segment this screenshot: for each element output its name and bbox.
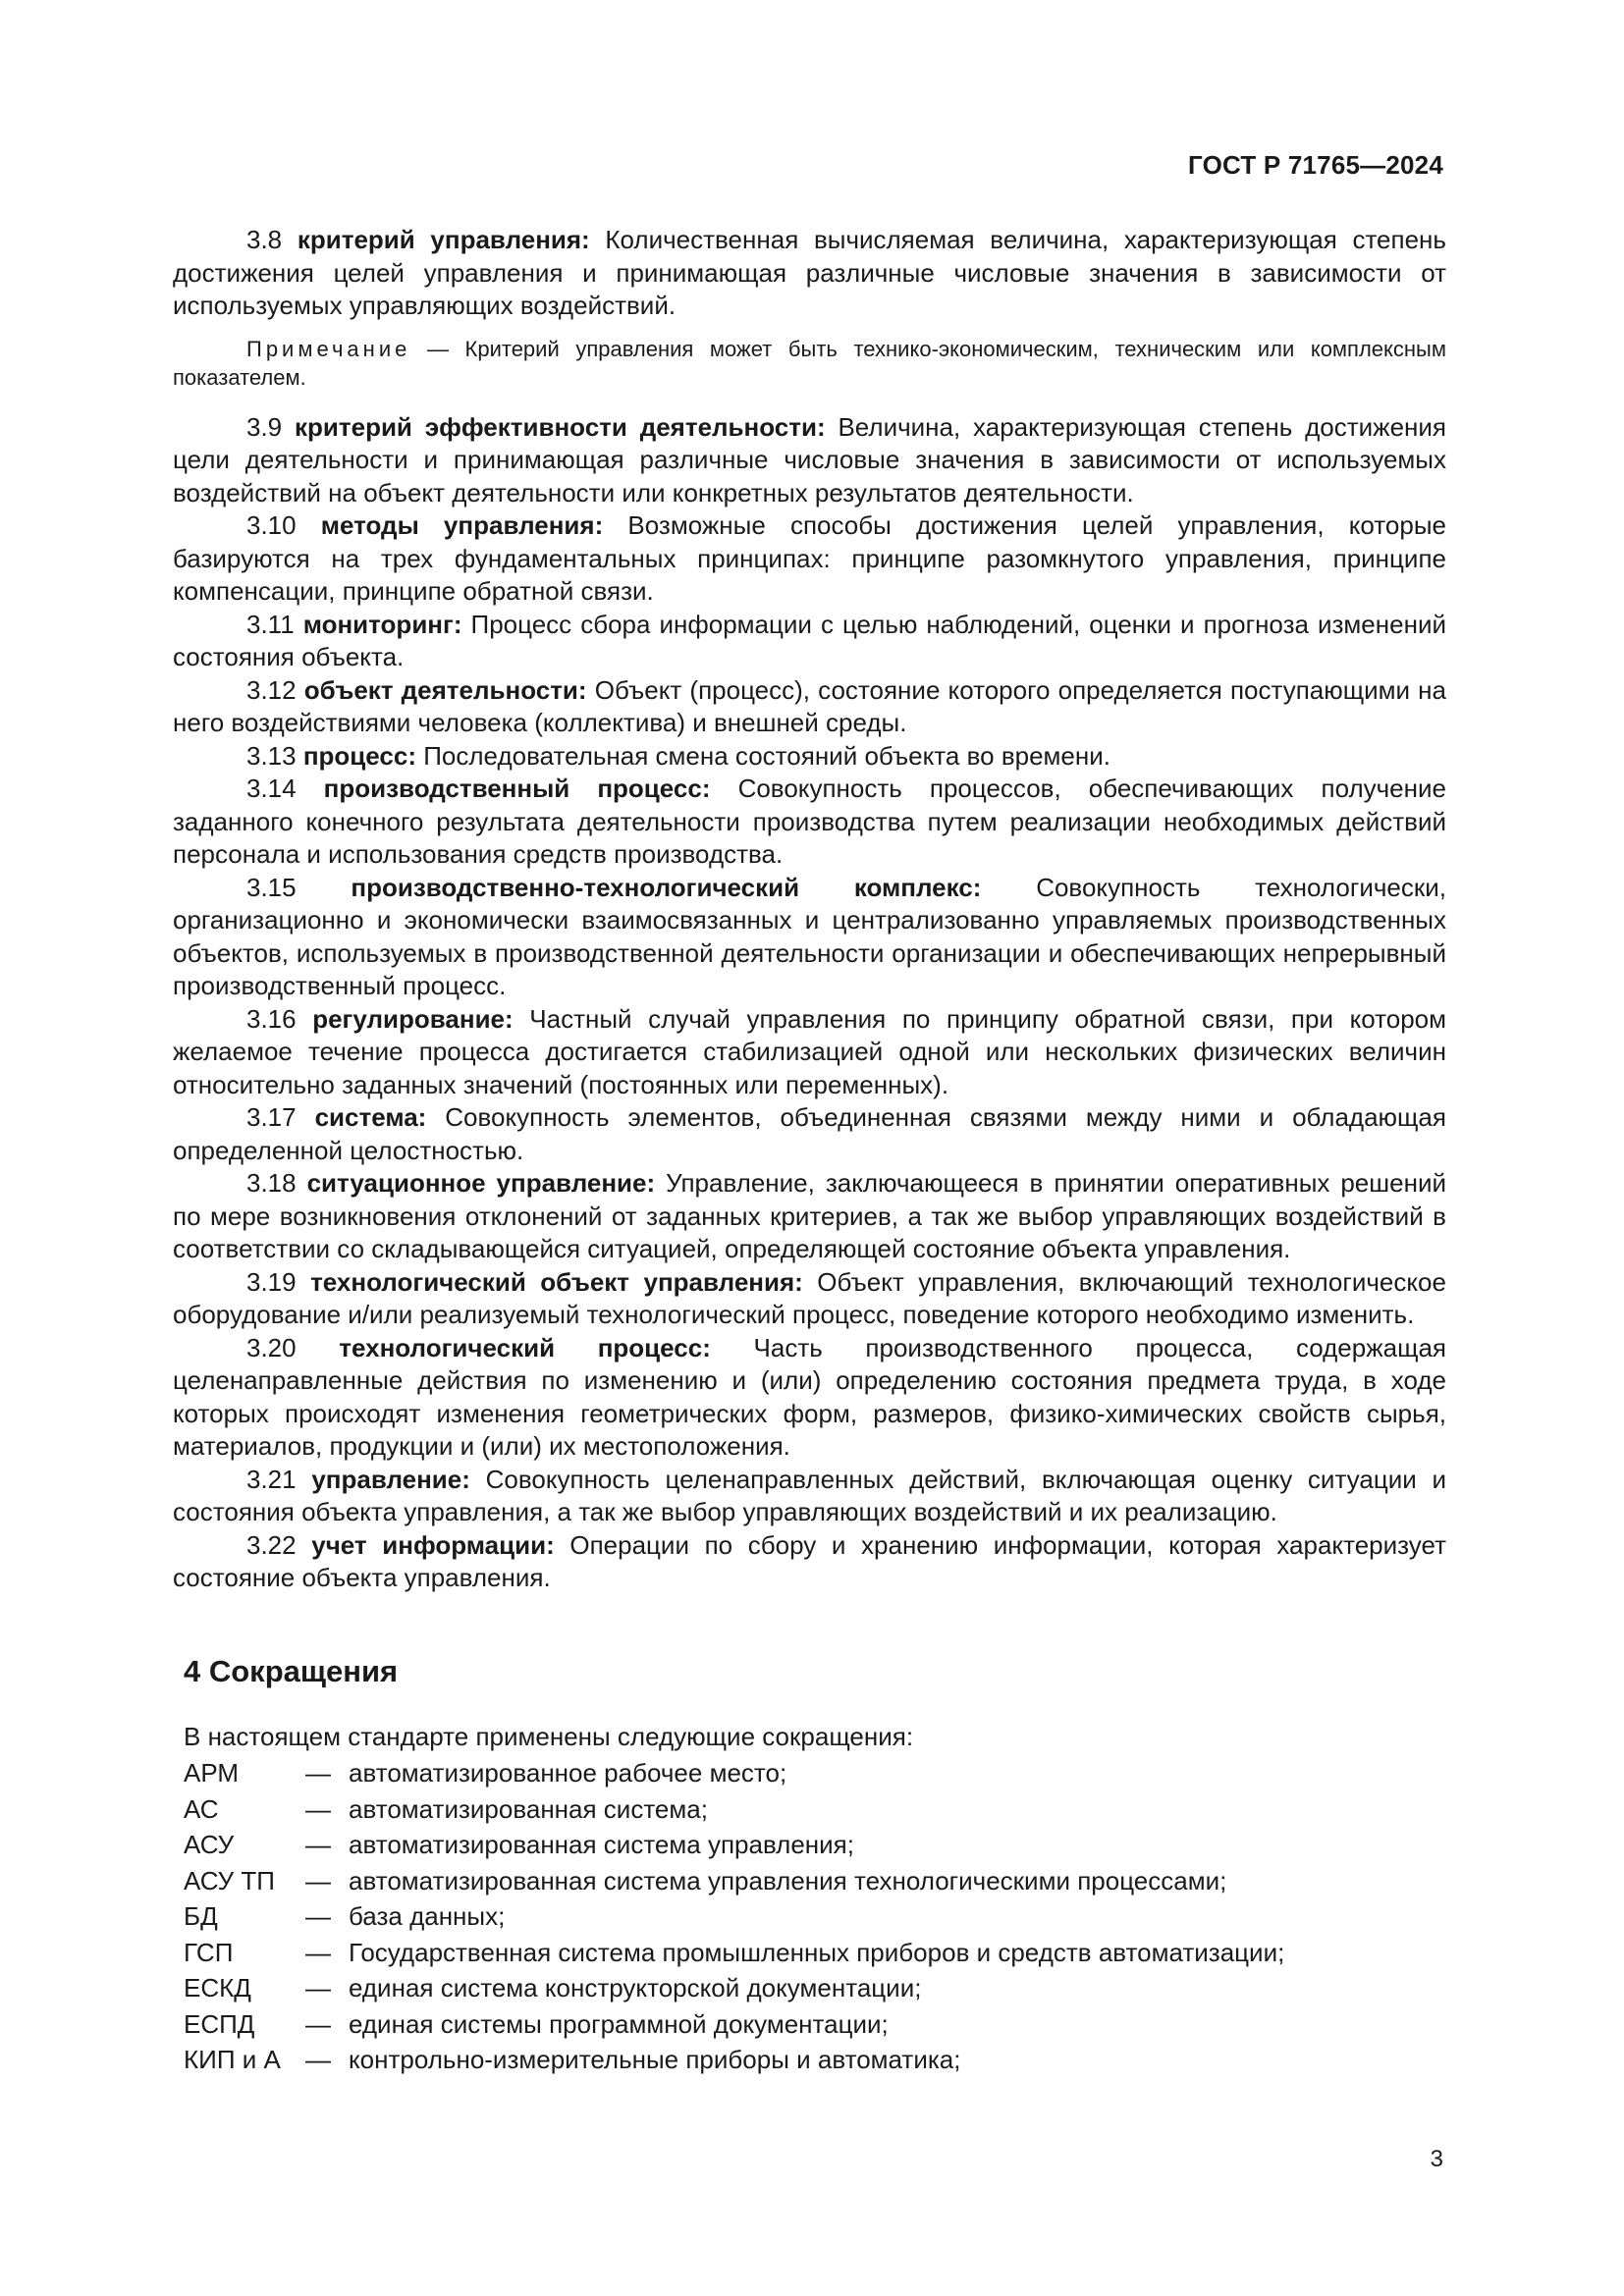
dash: — bbox=[305, 2008, 331, 2039]
term-number: 3.17 bbox=[246, 1102, 297, 1132]
abbreviation-row bbox=[184, 1970, 1440, 2006]
terms-section bbox=[173, 224, 1446, 1595]
abbreviation-row bbox=[184, 1935, 1440, 1971]
abbreviation-code: АС bbox=[184, 1793, 219, 1824]
abbreviation-definition: единая системы программной документации; bbox=[349, 2008, 889, 2039]
term-title: методы управления: bbox=[320, 510, 604, 540]
term-number: 3.22 bbox=[246, 1529, 297, 1560]
term-entry bbox=[173, 773, 1446, 872]
term-entry bbox=[173, 609, 1446, 674]
abbreviation-definition: автоматизированная система; bbox=[349, 1793, 708, 1824]
abbreviations-list bbox=[184, 1755, 1440, 2078]
abbreviation-definition: Государственная система промышленных приборов и средств автоматизации; bbox=[349, 1937, 1285, 1967]
abbreviation-definition: единая система конструкторской документации; bbox=[349, 1973, 922, 2002]
term-definition: Операции по сбору и хранению информации, которая характеризует состояние объекта управления. bbox=[173, 1529, 1446, 1592]
term-definition: Процесс сбора информации с целью наблюдений, оценки и прогноза изменений состояния объекта. bbox=[173, 609, 1446, 671]
abbreviation-code: ГСП bbox=[184, 1937, 234, 1967]
term-entry bbox=[173, 872, 1446, 1003]
term-definition: Совокупность элементов, объединенная связями между ними и обладающая определенной целостностью. bbox=[173, 1102, 1446, 1165]
dash: — bbox=[305, 1901, 331, 1931]
term-definition: Объект управления, включающий технологическое оборудование и/или реализуемый технологический процесс, поведение которого необходимо изменить. bbox=[173, 1266, 1446, 1329]
term-definition: Управление, заключающееся в принятии оперативных решений по мере возникновения отклонений от заданных критериев, а так же выбор управляющих воздействий в соответствии со складывающейся ситуацией, определяющей состояние объекта управления. bbox=[173, 1168, 1446, 1263]
term-entry bbox=[173, 1529, 1446, 1595]
abbreviation-code: АРМ bbox=[184, 1758, 240, 1788]
term-entry bbox=[173, 1464, 1446, 1529]
term-definition: Объект (процесс), состояние которого определяется поступающими на него воздействиями человека (коллектива) и внешней среды. bbox=[173, 674, 1447, 737]
term-entry bbox=[173, 1167, 1446, 1266]
term-number: 3.13 bbox=[246, 740, 297, 771]
term-number: 3.11 bbox=[246, 609, 295, 639]
document-code-header: ГОСТ Р 71765—2024 bbox=[1188, 150, 1443, 180]
abbreviation-code: ЕСПД bbox=[184, 2008, 255, 2039]
term-title: технологический процесс: bbox=[339, 1332, 711, 1362]
note-label: Примечание bbox=[246, 336, 411, 361]
term-number: 3.16 bbox=[246, 1003, 297, 1034]
term-number: 3.15 bbox=[246, 872, 297, 902]
term-number: 3.12 bbox=[246, 674, 297, 705]
note-text: — Критерий управления может быть технико-экономическим, техническим или комплексным показателем. bbox=[173, 336, 1446, 390]
term-title: объект деятельности: bbox=[303, 674, 587, 705]
dash: — bbox=[305, 1793, 331, 1824]
abbreviation-definition: автоматизированная система управления технологическими процессами; bbox=[349, 1865, 1227, 1896]
note bbox=[173, 335, 1446, 392]
term-title: процесс: bbox=[302, 740, 416, 771]
section-intro: В настоящем стандарте применены следующие сокращения: bbox=[184, 1722, 914, 1751]
term-number: 3.10 bbox=[246, 510, 297, 540]
term-title: технологический объект управления: bbox=[310, 1266, 803, 1297]
dash: — bbox=[305, 2045, 331, 2074]
term-definition: Последовательная смена состояний объекта во времени. bbox=[423, 740, 1110, 771]
term-entry bbox=[173, 1101, 1446, 1167]
abbreviation-row bbox=[184, 2006, 1440, 2043]
term-number: 3.8 bbox=[246, 225, 283, 254]
term-entry bbox=[173, 674, 1446, 740]
term-title: критерий управления: bbox=[297, 225, 590, 254]
term-definition: Величина, характеризующая степень достижения цели деятельности и принимающая различные числовые значения в зависимости от используемых воздействий на объект деятельности или конкретных результатов деятельности. bbox=[173, 411, 1446, 507]
term-definition: Возможные способы достижения целей управления, которые базируются на трех фундаментальных принципах: принципе разомкнутого управления, принципе компенсации, принципе обратной связи. bbox=[173, 510, 1446, 606]
abbreviation-definition: автоматизированное рабочее место; bbox=[349, 1758, 787, 1788]
term-definition: Совокупность технологически, организационно и экономически взаимосвязанных и централизованно управляемых производственных объектов, используемых в производственной деятельности организации и обеспечивающих непрерывный производственный процесс. bbox=[173, 872, 1446, 1000]
term-number: 3.9 bbox=[246, 411, 283, 442]
abbreviation-definition: база данных; bbox=[349, 1901, 506, 1931]
term-definition: Частный случай управления по принципу обратной связи, при котором желаемое течение процесса достигается стабилизацией одной или нескольких физических величин относительно заданных значений (постоянных или переменных). bbox=[173, 1003, 1446, 1099]
term-entry bbox=[173, 1266, 1446, 1332]
abbreviation-code: АСУ bbox=[184, 1830, 235, 1859]
term-title: производственный процесс: bbox=[323, 774, 711, 803]
term-definition: Совокупность процессов, обеспечивающих получение заданного конечного результата деятельности производства путем реализации необходимых действий персонала и использования средств производства. bbox=[173, 774, 1446, 869]
term-title: управление: bbox=[311, 1464, 470, 1494]
abbreviation-row bbox=[184, 1755, 1440, 1791]
term-number: 3.19 bbox=[246, 1266, 297, 1297]
dash: — bbox=[305, 1865, 331, 1896]
term-entry bbox=[173, 1003, 1446, 1102]
term-number: 3.20 bbox=[246, 1332, 297, 1362]
term-entry bbox=[173, 224, 1446, 323]
abbreviation-code: ЕСКД bbox=[184, 1973, 251, 2002]
page-number: 3 bbox=[1430, 2146, 1443, 2172]
term-number: 3.18 bbox=[246, 1168, 297, 1198]
dash: — bbox=[305, 1937, 331, 1967]
abbreviation-definition: контрольно-измерительные приборы и автоматика; bbox=[349, 2045, 961, 2074]
term-definition: Количественная вычисляемая величина, характеризующая степень достижения целей управления и принимающая различные числовые значения в зависимости от используемых управляющих воздействий. bbox=[173, 225, 1446, 320]
dash: — bbox=[305, 1758, 331, 1788]
abbreviation-code: БД bbox=[184, 1901, 218, 1931]
term-entry bbox=[173, 740, 1446, 774]
term-title: мониторинг: bbox=[302, 609, 462, 639]
term-title: критерий эффективности деятельности: bbox=[295, 411, 826, 442]
dash: — bbox=[305, 1973, 331, 2002]
term-definition: Совокупность целенаправленных действий, включающая оценку ситуации и состояния объекта управления, а так же выбор управляющих воздействий и их реализацию. bbox=[173, 1464, 1446, 1526]
abbreviation-definition: автоматизированная система управления; bbox=[349, 1830, 854, 1859]
section-title: 4 Сокращения bbox=[184, 1654, 399, 1688]
term-title: регулирование: bbox=[312, 1003, 514, 1034]
dash: — bbox=[305, 1830, 331, 1859]
term-definition: Часть производственного процесса, содержащая целенаправленные действия по изменению и (или) определению состояния предмета труда, в ходе которых происходят изменения геометрических форм, размеров, физико-химических свойств сырья, материалов, продукции и (или) их местоположения. bbox=[173, 1332, 1447, 1461]
term-title: производственно-технологический комплекс: bbox=[351, 872, 982, 902]
term-title: учет информации: bbox=[311, 1529, 555, 1560]
abbreviation-row bbox=[184, 2042, 1440, 2078]
abbreviation-row bbox=[184, 1898, 1440, 1935]
term-title: ситуационное управление: bbox=[306, 1168, 656, 1198]
term-number: 3.21 bbox=[246, 1464, 297, 1494]
abbreviation-row bbox=[184, 1827, 1440, 1863]
term-entry bbox=[173, 411, 1446, 510]
term-number: 3.14 bbox=[246, 774, 297, 803]
abbreviation-code: КИП и А bbox=[184, 2045, 281, 2074]
term-entry bbox=[173, 1332, 1446, 1464]
term-title: система: bbox=[314, 1102, 427, 1132]
abbreviation-code: АСУ ТП bbox=[184, 1865, 275, 1896]
abbreviation-row bbox=[184, 1791, 1440, 1828]
term-entry bbox=[173, 509, 1446, 609]
abbreviation-row bbox=[184, 1863, 1440, 1899]
